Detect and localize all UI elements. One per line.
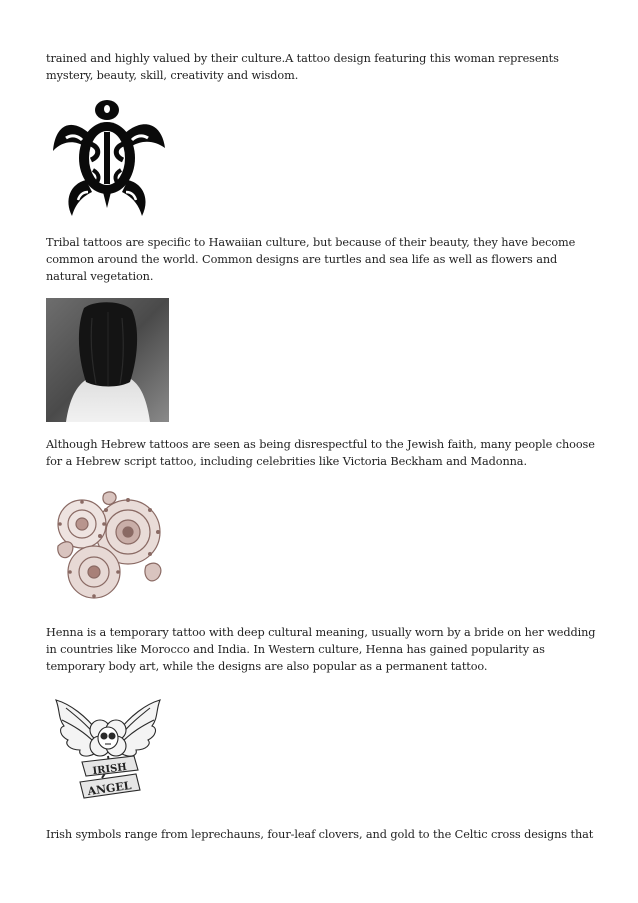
tribal-turtle-icon <box>50 96 168 220</box>
paragraph-irish-symbols: Irish symbols range from leprechauns, four-leaf clovers, and gold to the Celtic cross designs that <box>46 828 594 841</box>
paragraph-tribal-tattoos: Tribal tattoos are specific to Hawaiian culture, but because of their beauty, they have become common around the world. Common designs are turtles and sea life as well as flowers and natural vegetation. <box>46 236 576 283</box>
banner-line-1: IRISH <box>91 761 128 778</box>
banner-line-2: ANGEL <box>86 779 133 799</box>
paragraph-women-tattoo: trained and highly valued by their culture.A tattoo design featuring this woman represents mystery, beauty, skill, creativity and wisdom. <box>46 52 559 82</box>
irish-angel-winged-skull-icon <box>52 686 164 810</box>
paragraph-henna: Henna is a temporary tattoo with deep cultural meaning, usually worn by a bride on her wedding in countries like Morocco and India. In Western culture, Henna has gained popularity as temporary body art, while the designs are also popular as a permanent tattoo. <box>46 626 596 673</box>
henna-flower-icon <box>46 486 169 606</box>
paragraph-hebrew-tattoos: Although Hebrew tattoos are seen as being disrespectful to the Jewish faith, many people choose for a Hebrew script tattoo, including celebrities like Victoria Beckham and Madonna. <box>46 438 595 468</box>
hebrew-back-tattoo-photo <box>46 298 169 422</box>
